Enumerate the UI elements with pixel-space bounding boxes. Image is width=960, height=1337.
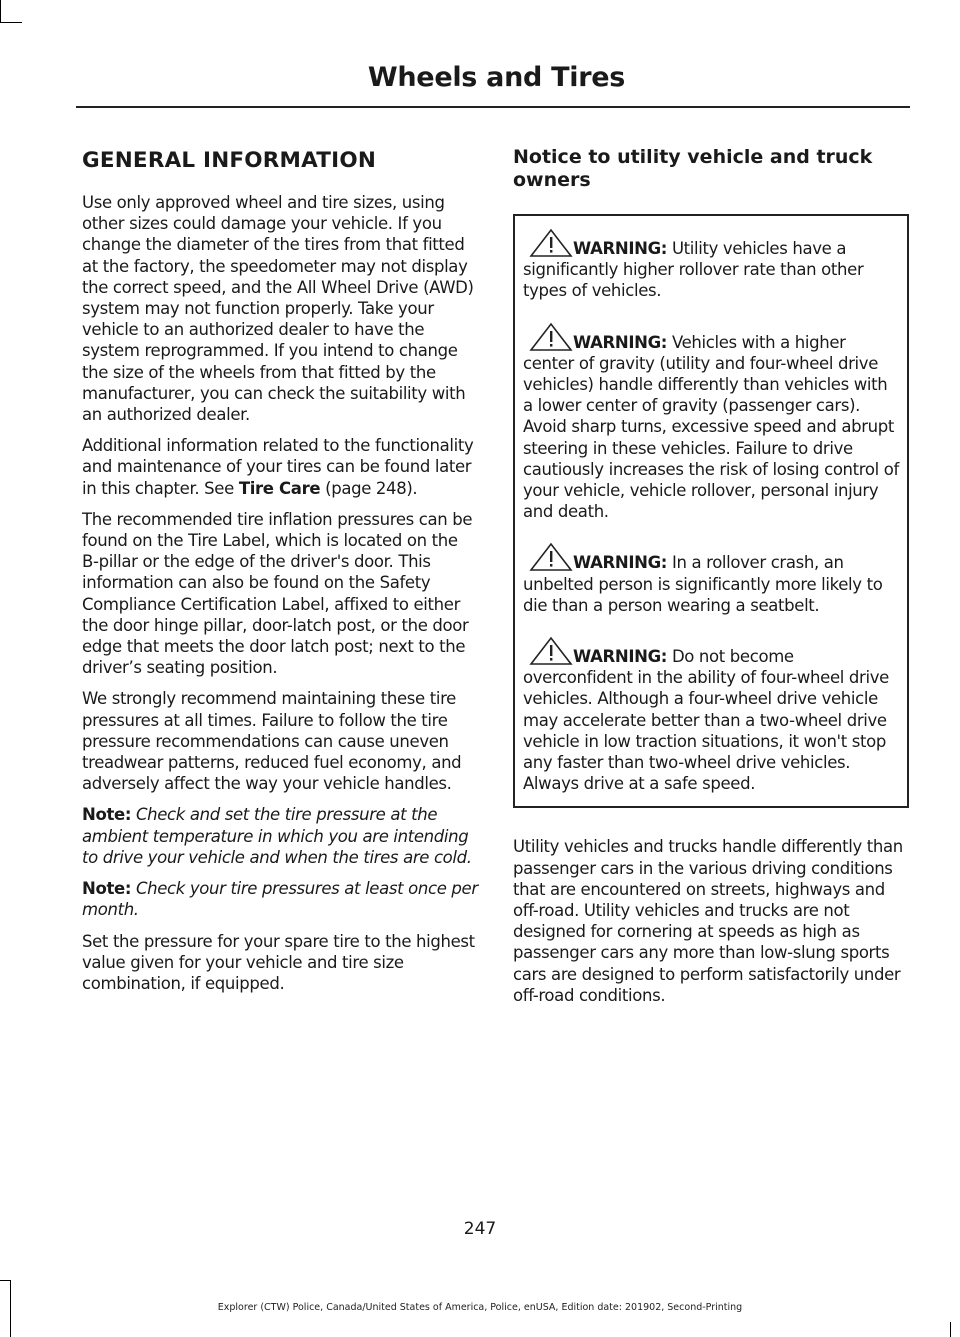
- header-divider: [76, 106, 910, 108]
- warning-label: WARNING:: [573, 239, 668, 258]
- paragraph-spare-tire: Set the pressure for your spare tire to the highest value given for your vehicle and tire size combination, if equipped.: [82, 931, 475, 993]
- right-column: [513, 146, 909, 1016]
- warning-rollover-rate: [523, 228, 899, 302]
- additional-info-text: Additional information related to the functionality and maintenance of your tires can be found later in this chapter. See: [82, 436, 474, 498]
- warning-triangle-icon: [529, 542, 573, 572]
- crop-mark-bottom-left-h: [0, 1280, 10, 1281]
- paragraph-approved-sizes: Use only approved wheel and tire sizes, using other sizes could damage your vehicle. If you change the diameter of the tires from that fitted at the factory, the speedometer may not display the correct speed, and the All Wheel Drive (AWD) system may not function properly. Take your vehicle to an authorized dealer to have the system reprogrammed. If you intend to change the size of the wheels from that fitted by the manufacturer, you can check the suitability with an authorized dealer.: [82, 193, 474, 425]
- warning-overconfidence: [523, 636, 899, 794]
- paragraph-maintain-pressures: We strongly recommend maintaining these tire pressures at all times. Failure to follow the tire pressure recommendations can cause uneven treadwear patterns, reduced fuel economy, and adversely affect the way your vehicle handles.: [82, 689, 462, 794]
- paragraph-utility-handling: Utility vehicles and trucks handle differently than passenger cars in the various driving conditions that are encountered on streets, highways and off-road. Utility vehicles and trucks are not designed for cornering at speeds as high as passenger cars any more than low-slung sports cars are designed to perform satisfactorily under off-road conditions.: [513, 837, 903, 1005]
- warning-label: WARNING:: [573, 647, 668, 667]
- warning-text: Do not become overconfident in the ability of four-wheel drive vehicles. Although a four-wheel drive vehicle may accelerate better than a two-wheel drive vehicle in low traction situations, it won't stop any faster than two-wheel drive vehicles. Always drive at a safe speed.: [523, 647, 889, 794]
- warning-text: Vehicles with a higher center of gravity (utility and four-wheel drive vehicles) handle differently than vehicles with a lower center of gravity (passenger cars). Avoid sharp turns, excessive speed and abrupt steering in these vehicles. Failure to drive cautiously increases the risk of losing control of your vehicle, vehicle rollover, personal injury and death.: [523, 332, 899, 522]
- left-column: [82, 146, 478, 1004]
- warning-box: [513, 214, 909, 808]
- section-heading-utility-notice: Notice to utility vehicle and truck owners: [513, 146, 873, 191]
- warning-center-of-gravity: [523, 322, 899, 523]
- crop-mark-top-left-h: [0, 22, 22, 23]
- note-text: Check and set the tire pressure at the ambient temperature in which you are intending to drive your vehicle and when the tires are cold.: [82, 805, 472, 867]
- note-text: Check your tire pressures at least once per month.: [82, 879, 478, 920]
- footer-edition: Explorer (CTW) Police, Canada/United States of America, Police, enUSA, Edition date: 201902, Second-Printing: [217, 1302, 743, 1313]
- crop-mark-top-left: [0, 0, 1, 22]
- paragraph-additional-info: [82, 435, 478, 499]
- note-label: Note:: [82, 805, 132, 825]
- page-header-title: Wheels and Tires: [367, 62, 625, 93]
- warning-text: Utility vehicles have a significantly higher rollover rate than other types of vehicles.: [523, 239, 864, 301]
- crop-mark-bottom-right: [950, 1322, 951, 1337]
- note-ambient-temperature: [82, 804, 478, 868]
- section-heading-general-information: GENERAL INFORMATION: [82, 148, 377, 173]
- warning-triangle-icon: [529, 228, 573, 258]
- warning-rollover-crash: [523, 542, 899, 616]
- tire-care-link[interactable]: Tire Care: [238, 478, 321, 498]
- warning-text: In a rollover crash, an unbelted person is significantly more likely to die than a person wearing a seatbelt.: [523, 553, 883, 615]
- warning-triangle-icon: [529, 322, 573, 352]
- page-reference: (page 248).: [320, 478, 418, 498]
- page-number: 247: [463, 1219, 497, 1239]
- warning-label: WARNING:: [573, 553, 668, 573]
- paragraph-inflation-pressures: The recommended tire inflation pressures can be found on the Tire Label, which is located on the B-pillar or the edge of the driver's door. This information can also be found on the Safety Compliance Certification Label, affixed to either the door hinge pillar, door-latch post, or the door edge that meets the door latch post; next to the driver’s seating position.: [82, 509, 473, 678]
- note-monthly-check: [82, 878, 478, 920]
- warning-label: WARNING:: [573, 332, 668, 352]
- note-label: Note:: [82, 879, 132, 899]
- warning-triangle-icon: [529, 636, 573, 666]
